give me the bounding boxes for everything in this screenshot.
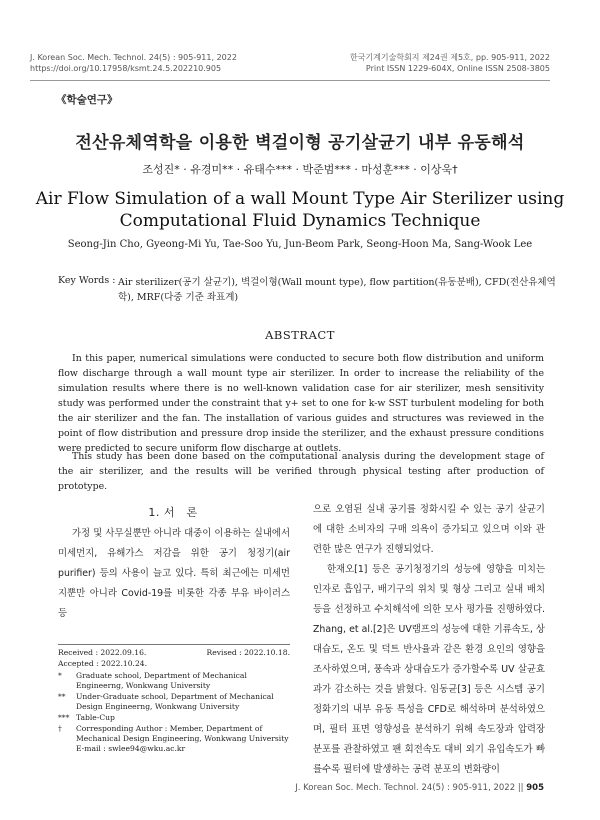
footnote-symbol: *** — [58, 713, 70, 722]
footnote-text: Corresponding Author : Member, Department of Mechanical Design Engineering, Wonkwang University — [76, 724, 289, 743]
footer-citation: J. Korean Soc. Mech. Technol. 24(5) : 905-911, 2022 || — [295, 783, 524, 793]
footnote-affiliation-3 — [58, 713, 290, 723]
title-english-line1: Air Flow Simulation of a wall Mount Type Air Sterilizer using — [35, 189, 565, 209]
journal-citation-ko: 한국기계기술학회지 제24권 제5호, pp. 905-911, 2022 — [349, 53, 550, 62]
issn: Print ISSN 1229-604X, Online ISSN 2508-3805 — [365, 64, 550, 73]
abstract-title: ABSTRACT — [265, 328, 335, 342]
authors-korean: 조성진* · 유경미** · 유태수*** · 박준범*** · 마성훈*** · 이상욱† — [142, 163, 458, 176]
footnote-text: Under-Graduate school, Department of Mechanical Design Engineerng, Wonkwang University — [76, 692, 274, 711]
revised-text: Revised : 2022.10.18. — [206, 648, 290, 657]
title-korean: 전산유체역학을 이용한 벽걸이형 공기살균기 내부 유동해석 — [75, 133, 525, 153]
journal-header-right — [350, 52, 550, 74]
footnote-symbol: * — [58, 671, 62, 680]
footnote-symbol: ** — [58, 692, 66, 701]
title-english — [0, 188, 600, 232]
footnote-affiliation-1 — [58, 671, 290, 691]
footnote-corresponding-author — [58, 724, 290, 754]
received-text: Received : 2022.09.16. — [58, 648, 147, 657]
article-category: 《학술연구》 — [56, 94, 118, 106]
intro-right-column — [313, 500, 545, 780]
abstract-paragraph-1: In this paper, numerical simulations were conducted to secure both flow distribution and uniform flow discharge through a wall mount type air sterilizer. In order to increase the reliability of the simulation results where there is no well-known validation case for air sterilizer, mesh sensitivity study was performed under the constraint that y+ set to one for k-w SST turbulent modeling for both the air sterilizer and the fan. The installation of various guides and structures was reviewed in the point of flow distribution and pressure drop inside the sterilizer, and the exhaust pressure conditions were predicted to secure uniform flow discharge at outlets. — [58, 353, 544, 454]
intro-left-column-text: 가정 및 사무실뿐만 아니라 대중이 이용하는 실내에서 미세먼지, 유해가스 저감을 위한 공기 청정기(air purifier) 등의 사용이 늘고 있다. 특히 최근에는 미세먼지뿐만 아니라 Covid-19를 비롯한 각종 부유 바이러스 등 — [58, 528, 290, 619]
keywords-text: Air sterilizer(공기 살균기), 벽걸이형(Wall mount type), flow partition(유동분배), CFD(전산유체역학), MRF(다중 기준 좌표계) — [118, 277, 556, 303]
footnote-text: Table-Cup — [76, 713, 115, 722]
received-date — [58, 648, 290, 658]
intro-right-paragraph-2: 한재오[1] 등은 공기청정기의 성능에 영향을 미치는 인자로 흡입구, 배기구의 위치 및 형상 그리고 실내 배치 등을 선정하고 수치해석에 의한 모사 평가를 진행하였다. Zhang, et al.[2]은 UV램프의 성능에 대한 기류속도, 상대습도, 온도 및 덕트 반사율과 같은 환경 요인의 영향을 조사하였으며, 풍속과 상대습도가 증가할수록 UV 살균효과가 감소하는 것을 밝혔다. 임동균[3] 등은 시스템 공기 정화기의 내부 유동 특성을 CFD로 해석하며 분석하였으며, 필터 표면 영향성을 분석하기 위해 속도장과 압력장 분포를 관찰하였고 팬 회전속도 대비 외기 유입속도가 빠를수록 필터에 발생하는 공력 분포의 변화량이 — [313, 564, 545, 775]
title-english-line2: Computational Fluid Dynamics Technique — [119, 211, 481, 231]
header-divider — [30, 80, 550, 81]
page-footer — [295, 783, 544, 793]
footnote-text: Graduate school, Department of Mechanical Engineerng, Wonkwang University — [76, 671, 247, 690]
footnote-symbol: † — [58, 724, 62, 733]
keywords-label: Key Words : — [58, 275, 116, 286]
authors-english: Seong-Jin Cho, Gyeong-Mi Yu, Tae-Soo Yu, Jun-Beom Park, Seong-Hoon Ma, Sang-Wook Lee — [67, 239, 533, 250]
section-heading-introduction: 1. 서 론 — [148, 506, 198, 519]
doi-link[interactable]: https://doi.org/10.17958/ksmt.24.5.202210.905 — [30, 64, 222, 73]
intro-right-paragraph-1: 으로 오염된 실내 공기를 정화시킬 수 있는 공기 살균기에 대한 소비자의 구매 의욕이 증가되고 있으며 이와 관련한 많은 연구가 진행되었다. — [313, 504, 545, 555]
journal-header-left — [30, 52, 237, 74]
accepted-date: Accepted : 2022.10.24. — [58, 659, 148, 668]
abstract-paragraph-2: This study has been done based on the computational analysis during the development stage of the air sterilizer, and the results will be verified through physical testing after production of prototype. — [58, 451, 544, 492]
footnote-affiliation-2 — [58, 692, 290, 712]
corresponding-email[interactable]: E-mail : swlee94@wku.ac.kr — [76, 744, 186, 753]
footnote-divider — [58, 644, 290, 645]
journal-citation: J. Korean Soc. Mech. Technol. 24(5) : 905-911, 2022 — [30, 53, 237, 62]
page-number: 905 — [526, 783, 544, 793]
